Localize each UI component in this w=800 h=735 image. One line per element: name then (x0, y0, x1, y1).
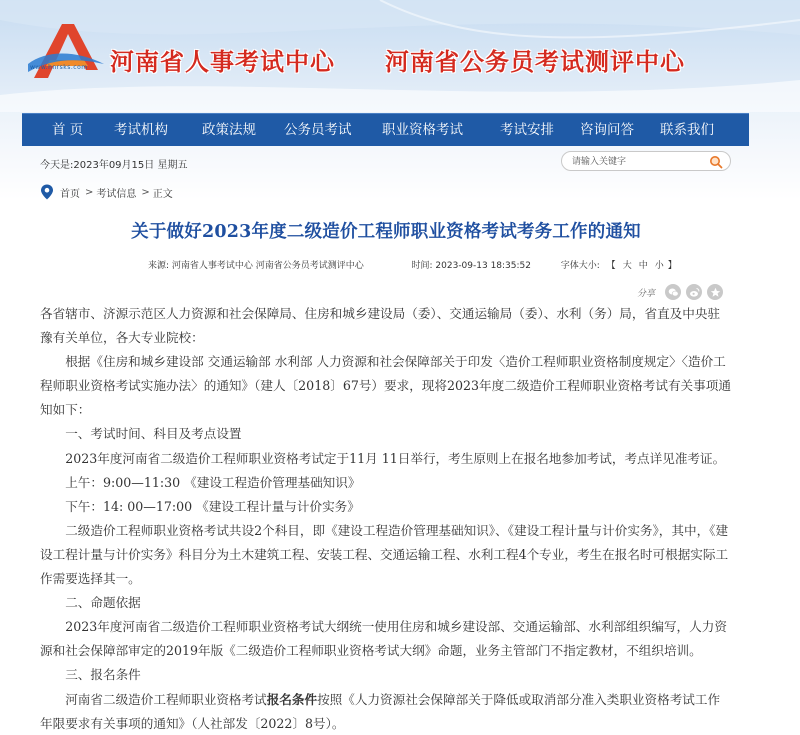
paragraph-subjects: 二级造价工程师职业资格考试共设2个科目，即《建设工程造价管理基础知识》、《建设工程计量与计价实务》，其中，《建设工程计量与计价实务》科目分为土木建筑工程、安装工程、交通运输工程、水利工程4个专业，考生在报名时可根据实际工作需要选择其一。 (40, 522, 729, 587)
font-size-bracket-close: 】 (667, 261, 677, 271)
paragraph-eligibility (40, 688, 732, 735)
font-size-large-button[interactable]: 大 (622, 261, 632, 271)
share-label: 分享 (637, 288, 656, 299)
search-input[interactable] (572, 154, 707, 169)
paragraph-syllabus: 2023年度河南省二级造价工程师职业资格考试大纲统一使用住房和城乡建设部、交通运输部、水利部组织编写，人力资源和社会保障部审定的2019年版《二级造价工程师职业资格考试大纲》命题，业务主管部门不指定教材，不组织培训。 (40, 619, 727, 659)
nav-civil-service-exam[interactable]: 公务员考试 (284, 122, 352, 138)
article-time: 时间: 2023-09-13 18:35:52 (411, 261, 531, 271)
nav-home[interactable]: 首 页 (52, 122, 84, 138)
share-bar (637, 283, 723, 301)
paragraph-morning-session: 上午：9:00—11:30 《建设工程造价管理基础知识》 (65, 474, 361, 490)
location-pin-icon (40, 184, 54, 200)
breadcrumb-separator: > (85, 186, 94, 198)
nav-policies[interactable]: 政策法规 (202, 122, 256, 138)
paragraph-exam-date: 2023年度河南省二级造价工程师职业资格考试定于11月 11日举行，考生原则上在报名地参加考试，考点详见准考证。 (65, 450, 726, 466)
breadcrumb (40, 183, 173, 201)
site-name-secondary: 河南省公务员考试测评中心 (385, 48, 685, 76)
nav-exam-schedule[interactable]: 考试安排 (500, 122, 554, 138)
site-name-primary: 河南省人事考试中心 (110, 48, 335, 76)
font-size-medium-button[interactable]: 中 (638, 261, 648, 271)
paragraph-afternoon-session: 下午：14: 00—17:00 《建设工程计量与计价实务》 (65, 498, 360, 514)
nav-professional-qualification-exam[interactable]: 职业资格考试 (382, 122, 463, 138)
section-heading-3: 三、报名条件 (65, 667, 141, 683)
article-title: 关于做好2023年度二级造价工程师职业资格考试考务工作的通知 (131, 222, 641, 242)
nav-exam-agencies[interactable]: 考试机构 (114, 122, 168, 138)
paragraph-addressees: 各省辖市、济源示范区人力资源和社会保障局、住房和城乡建设局（委）、交通运输局（委）、水利（务）局，省直及中央驻豫有关单位，各大专业院校： (40, 306, 721, 346)
breadcrumb-current: 正文 (152, 188, 173, 200)
eligibility-link[interactable]: 报名条件 (266, 691, 318, 707)
breadcrumb-separator: > (141, 186, 150, 198)
header-banner (0, 0, 800, 112)
eligibility-text-pre: 河南省二级造价工程师职业资格考试 (65, 691, 267, 707)
site-logo[interactable] (26, 20, 108, 82)
section-heading-2: 二、命题依据 (65, 595, 141, 611)
nav-contact[interactable]: 联系我们 (660, 122, 714, 138)
search-box (561, 151, 731, 171)
paragraph-basis: 根据《住房和城乡建设部 交通运输部 水利部 人力资源和社会保障部关于印发〈造价工程师职业资格制度规定〉〈造价工程师职业资格考试实施办法〉的通知》（建人〔2018〕67号）要求，现将2023年度二级造价工程师职业资格考试有关事项通知如下： (40, 354, 731, 418)
weibo-icon[interactable] (686, 284, 702, 300)
font-size-label: 字体大小: (560, 261, 600, 271)
article-meta (148, 258, 681, 271)
font-size-bracket-open: 【 (606, 261, 616, 271)
search-icon[interactable] (709, 155, 723, 169)
breadcrumb-exam-info[interactable]: 考试信息 (96, 188, 137, 200)
article-body (40, 302, 732, 735)
current-date: 今天是:2023年09月15日 星期五 (40, 160, 188, 171)
breadcrumb-home[interactable]: 首页 (60, 188, 80, 200)
eligibility-text-post: 按照《人力资源社会保障部关于降低或取消部分准入类职业资格考试工作年限要求有关事项的通知》（人社部发〔2022〕8号）。 (40, 691, 721, 731)
article-source: 来源: 河南省人事考试中心 河南省公务员考试测评中心 (148, 261, 364, 271)
font-size-small-button[interactable]: 小 (654, 261, 664, 271)
wechat-icon[interactable] (665, 284, 681, 300)
section-heading-1: 一、考试时间、科目及考点设置 (65, 426, 242, 442)
qzone-icon[interactable] (707, 284, 723, 300)
logo-caption: www.hnrsks.com (30, 64, 88, 71)
main-nav (22, 113, 749, 146)
nav-faq[interactable]: 咨询问答 (580, 122, 634, 138)
